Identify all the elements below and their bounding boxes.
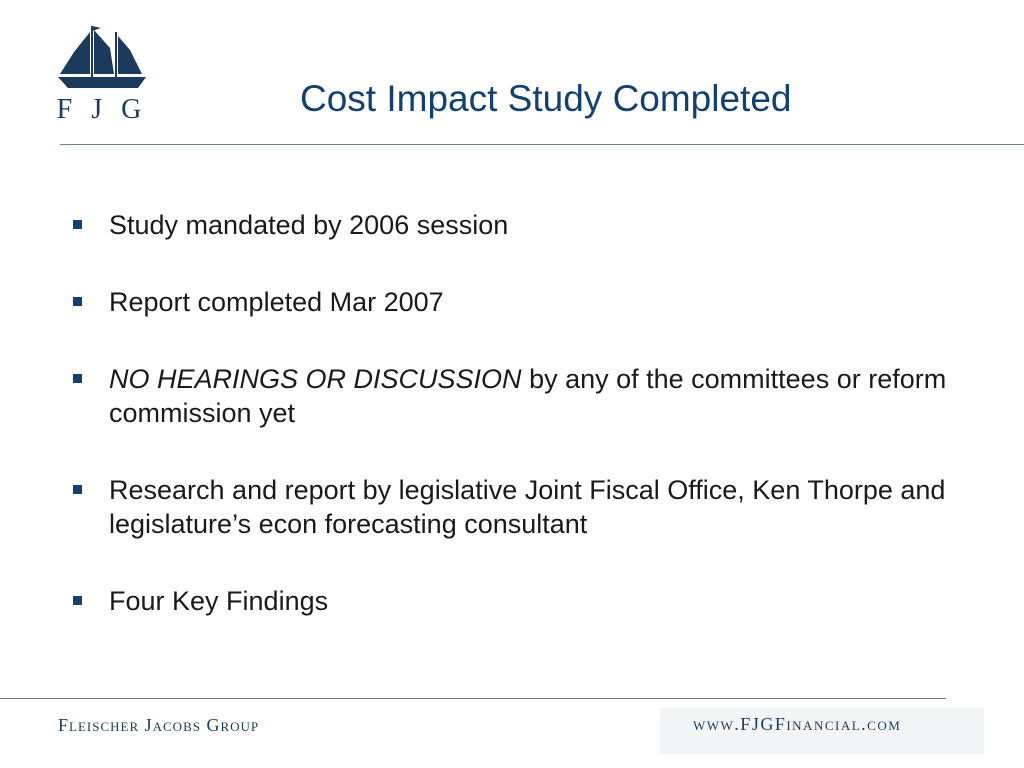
footer-website: www.FJGFinancial.com [693,714,902,734]
bullet-item [70,208,970,242]
bullet-text: Four Key Findings [109,586,329,616]
title-divider [60,144,1024,145]
footer-company-name: Fleischer Jacobs Group [58,715,260,735]
square-bullet-icon [73,297,82,306]
footer-divider [0,698,946,699]
square-bullet-icon [73,596,82,605]
bullet-item [70,362,970,430]
bullet-item [70,285,970,319]
square-bullet-icon [73,485,82,494]
bullet-text: Research and report by legislative Joint Fiscal Office, Ken Thorpe and legislature’s econ forecasting consultant [109,475,946,539]
bullet-item [70,584,970,618]
slide-title: Cost Impact Study Completed [300,78,792,119]
bullet-item [70,473,970,541]
bullet-text: Study mandated by 2006 session [109,210,509,240]
bullet-emphasis: NO HEARINGS OR DISCUSSION [109,364,522,394]
logo-letters: F J G [56,94,148,125]
bullet-text: Report completed Mar 2007 [109,287,444,317]
bullet-text: by any of the committees or reform commission yet [109,364,947,428]
sailboat-icon [56,22,148,94]
square-bullet-icon [73,374,82,383]
bullet-list [70,208,970,661]
fjg-logo [56,22,148,132]
square-bullet-icon [73,220,82,229]
